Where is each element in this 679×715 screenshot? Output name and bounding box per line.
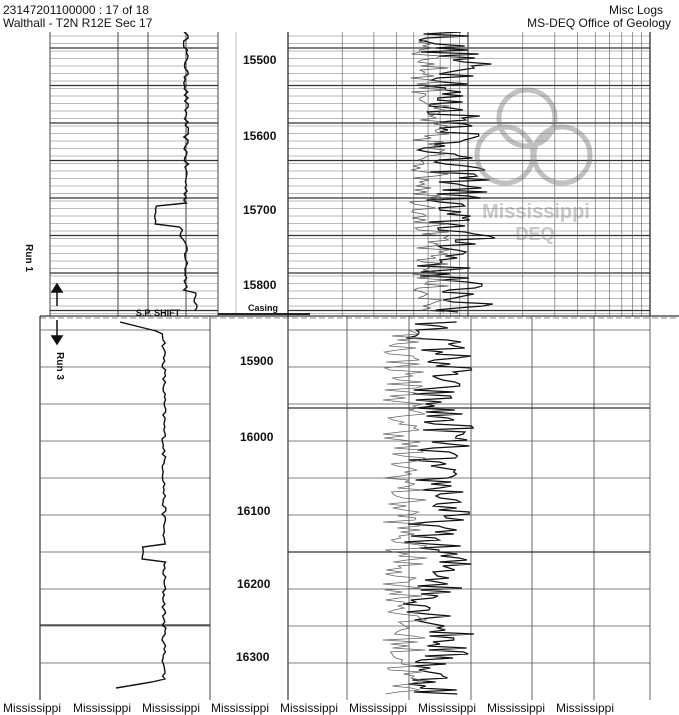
well-location: Walthall - T2N R12E Sec 17 — [3, 16, 153, 30]
footer-label: Mississippi — [556, 701, 615, 715]
depth-label: 15700 — [243, 203, 277, 217]
footer-label: Mississippi — [349, 701, 408, 715]
log-category: Misc Logs — [608, 3, 663, 17]
footer-label: Mississippi — [3, 701, 62, 715]
footer-label: Mississippi — [211, 701, 270, 715]
run-1-label: Run 1 — [23, 244, 34, 272]
run-3-label: Run 3 — [54, 352, 65, 380]
well-id-page-count: 23147201100000 : 17 of 18 — [3, 3, 149, 17]
depth-label: 15900 — [240, 354, 274, 368]
footer-label: Mississippi — [142, 701, 201, 715]
depth-label: 16100 — [237, 504, 271, 518]
depth-label: 15600 — [243, 129, 277, 143]
footer-label: Mississippi — [73, 701, 132, 715]
depth-label: 16200 — [237, 577, 271, 591]
well-log-scan — [0, 32, 679, 700]
footer-label: Mississippi — [487, 701, 546, 715]
depth-label: 16000 — [240, 430, 274, 444]
source-agency: MS-DEQ Office of Geology — [527, 16, 671, 30]
depth-label: 16300 — [236, 650, 270, 664]
depth-label: 15500 — [243, 53, 277, 67]
footer-label: Mississippi — [418, 701, 477, 715]
footer-watermark-strip — [0, 700, 679, 715]
footer-label: Mississippi — [280, 701, 339, 715]
watermark-text-1: Mississippi — [482, 201, 590, 223]
depth-label: 15800 — [243, 278, 277, 292]
casing-label: Casing — [247, 303, 279, 313]
watermark-text-2: DEQ — [515, 224, 555, 244]
sp-shift-label: S.P. SHIFT — [135, 308, 181, 318]
